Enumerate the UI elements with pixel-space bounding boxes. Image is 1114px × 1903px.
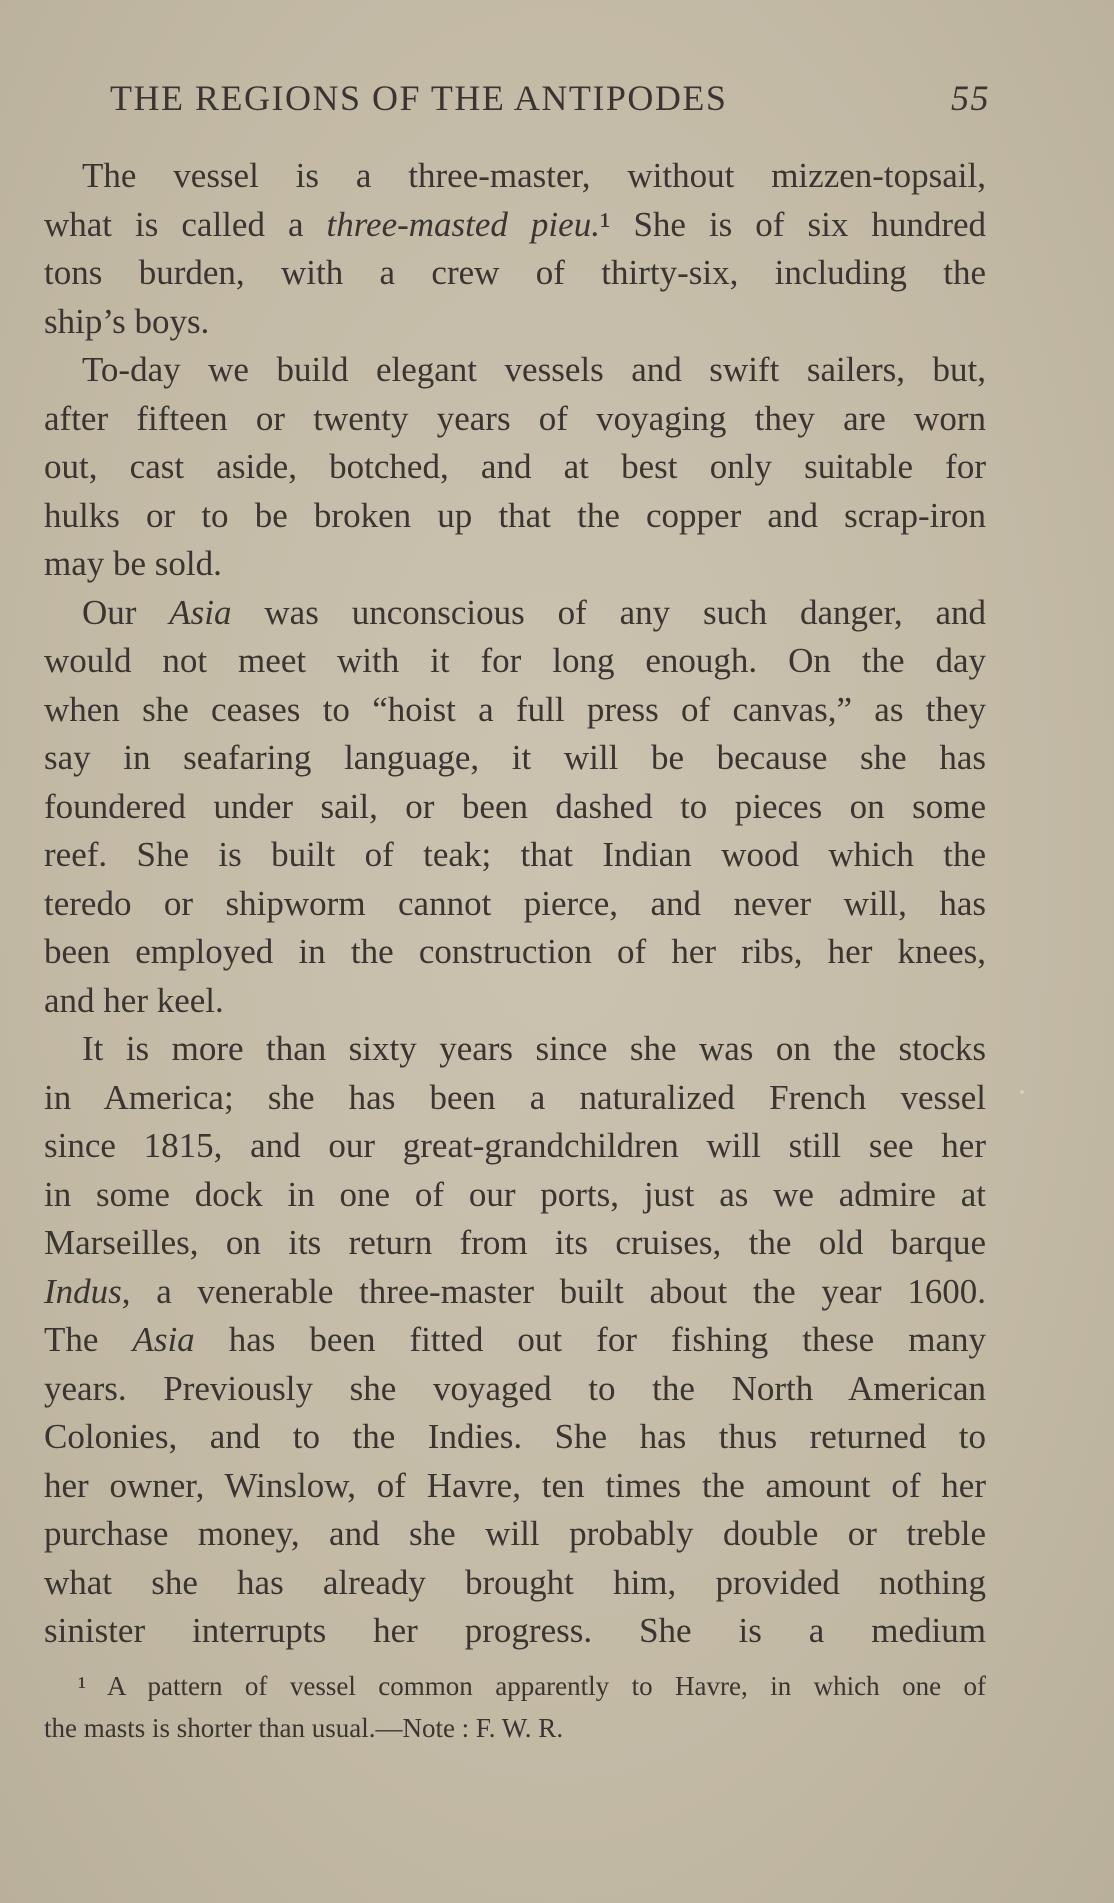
text-line: teredo or shipworm cannot pierce, and never will, has: [44, 883, 986, 923]
text-line: Our Asia was unconscious of any such danger, and: [82, 592, 986, 632]
text-line: foundered under sail, or been dashed to pieces on some: [44, 786, 986, 826]
text-line: years. Previously she voyaged to the North American: [44, 1368, 986, 1408]
text-line: in America; she has been a naturalized French vessel: [44, 1077, 986, 1117]
text-line: in some dock in one of our ports, just as we admire at: [44, 1174, 986, 1214]
running-head: [110, 68, 990, 128]
text-line: sinister interrupts her progress. She is a medium: [44, 1611, 986, 1650]
text-line: when she ceases to “hoist a full press of canvas,” as they: [44, 689, 986, 729]
text-line: what she has already brought him, provided nothing: [44, 1562, 986, 1602]
text-line: out, cast aside, botched, and at best only suitable for: [44, 447, 986, 486]
text-line: purchase money, and she will probably double or treble: [44, 1514, 986, 1553]
text-line: To-day we build elegant vessels and swift sailers, but,: [82, 350, 986, 389]
text-line: may be sold.: [44, 544, 222, 583]
text-line: Marseilles, on its return from its cruises, the old barque: [44, 1223, 986, 1262]
text-line: The Asia has been fitted out for fishing these many: [44, 1320, 986, 1359]
text-line: what is called a three-masted pieu.¹ She is of six hundred: [44, 204, 987, 244]
text-line: hulks or to be broken up that the copper and scrap-iron: [44, 495, 986, 535]
text-line: say in seafaring language, it will be because she has: [44, 738, 986, 777]
text-line: The vessel is a three-master, without mizzen-topsail,: [82, 156, 986, 195]
text-line: since 1815, and our great-grandchildren will still see her: [44, 1126, 986, 1165]
text-line: after fifteen or twenty years of voyaging they are worn: [44, 398, 986, 438]
footnote: [44, 1665, 986, 1749]
text-line: Colonies, and to the Indies. She has thus returned to: [44, 1417, 986, 1456]
footnote-line: the masts is shorter than usual.—Note : F. W. R.: [44, 1713, 564, 1743]
page-number: 55: [951, 78, 990, 118]
body-text: [44, 152, 986, 1656]
paper-speck: [1020, 1090, 1024, 1094]
text-line: Indus, a venerable three-master built about the year 1600.: [44, 1271, 986, 1311]
text-line: tons burden, with a crew of thirty-six, including the: [44, 253, 986, 292]
text-line: and her keel.: [44, 980, 224, 1020]
text-line: It is more than sixty years since she was on the stocks: [82, 1029, 986, 1068]
footnote-line: ¹ A pattern of vessel common apparently to Havre, in which one of: [78, 1671, 986, 1701]
text-line: reef. She is built of teak; that Indian wood which the: [44, 835, 986, 874]
text-line: her owner, Winslow, of Havre, ten times the amount of her: [44, 1465, 986, 1505]
text-line: been employed in the construction of her ribs, her knees,: [44, 932, 986, 971]
text-line: would not meet with it for long enough. On the day: [44, 641, 986, 680]
text-line: ship’s boys.: [44, 301, 210, 341]
running-head-title: THE REGIONS OF THE ANTIPODES: [110, 78, 728, 118]
